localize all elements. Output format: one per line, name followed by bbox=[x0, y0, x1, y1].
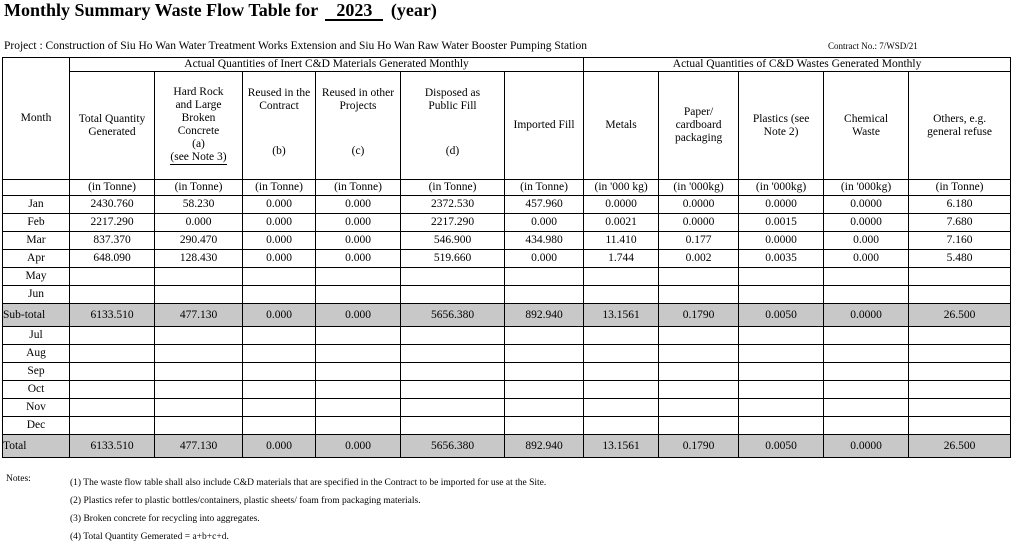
value-cell: 2372.530 bbox=[401, 196, 505, 214]
value-cell: 0.0000 bbox=[824, 435, 909, 458]
value-cell: 128.430 bbox=[155, 250, 243, 268]
value-cell bbox=[584, 381, 659, 399]
note-item: (3) Broken concrete for recycling into aggregates. bbox=[70, 514, 260, 524]
value-cell bbox=[824, 363, 909, 381]
value-cell bbox=[505, 345, 584, 363]
value-cell bbox=[659, 345, 739, 363]
value-cell: 0.0000 bbox=[659, 196, 739, 214]
project-line: Project : Construction of Siu Ho Wan Water Treatment Works Extension and Siu Ho Wan Raw Water Booster Pumping Station bbox=[4, 40, 588, 52]
waste-flow-table bbox=[2, 57, 1011, 458]
value-cell: 0.000 bbox=[316, 250, 401, 268]
value-cell: 5656.380 bbox=[401, 304, 505, 327]
value-cell bbox=[70, 327, 155, 345]
table-row bbox=[3, 214, 1011, 232]
value-cell: 0.000 bbox=[316, 214, 401, 232]
notes-list bbox=[70, 474, 546, 546]
value-cell bbox=[155, 345, 243, 363]
month-cell: Aug bbox=[3, 345, 70, 363]
table-row bbox=[3, 232, 1011, 250]
value-cell: 5.480 bbox=[909, 250, 1011, 268]
value-cell: 0.1790 bbox=[659, 304, 739, 327]
value-cell bbox=[909, 268, 1011, 286]
header-reused-other bbox=[316, 72, 401, 180]
header-letter-c: (c) bbox=[351, 145, 365, 157]
unit-cell: (in Tonne) bbox=[505, 180, 584, 196]
value-cell bbox=[584, 417, 659, 435]
value-cell: 0.0050 bbox=[739, 435, 824, 458]
value-cell: 0.0000 bbox=[739, 196, 824, 214]
value-cell: 6133.510 bbox=[70, 435, 155, 458]
header-reused-other-label: Reused in other Projects bbox=[321, 87, 395, 112]
value-cell bbox=[909, 286, 1011, 304]
value-cell: 2217.290 bbox=[401, 214, 505, 232]
value-cell: 0.177 bbox=[659, 232, 739, 250]
header-month: Month bbox=[3, 58, 70, 180]
table-row bbox=[3, 327, 1011, 345]
value-cell: 477.130 bbox=[155, 304, 243, 327]
value-cell bbox=[824, 399, 909, 417]
table-row bbox=[3, 250, 1011, 268]
value-cell bbox=[824, 327, 909, 345]
value-cell bbox=[316, 286, 401, 304]
value-cell bbox=[243, 327, 316, 345]
value-cell bbox=[316, 268, 401, 286]
unit-cell: (in '000 kg) bbox=[584, 180, 659, 196]
value-cell bbox=[155, 417, 243, 435]
value-cell bbox=[401, 399, 505, 417]
table-row bbox=[3, 363, 1011, 381]
value-cell bbox=[401, 268, 505, 286]
header-total: Total Quantity Generated bbox=[70, 72, 155, 180]
value-cell: 0.000 bbox=[316, 304, 401, 327]
value-cell bbox=[739, 286, 824, 304]
value-cell: 13.1561 bbox=[584, 304, 659, 327]
value-cell bbox=[909, 417, 1011, 435]
value-cell bbox=[401, 363, 505, 381]
value-cell bbox=[243, 381, 316, 399]
value-cell: 0.0000 bbox=[584, 196, 659, 214]
value-cell: 0.0000 bbox=[824, 196, 909, 214]
unit-cell-month bbox=[3, 180, 70, 196]
value-cell bbox=[316, 345, 401, 363]
value-cell: 519.660 bbox=[401, 250, 505, 268]
value-cell bbox=[739, 417, 824, 435]
value-cell: 0.000 bbox=[824, 250, 909, 268]
value-cell bbox=[401, 345, 505, 363]
value-cell: 837.370 bbox=[70, 232, 155, 250]
value-cell bbox=[70, 345, 155, 363]
value-cell: 11.410 bbox=[584, 232, 659, 250]
header-others: Others, e.g. general refuse bbox=[909, 72, 1011, 180]
value-cell: 0.000 bbox=[316, 435, 401, 458]
value-cell bbox=[739, 268, 824, 286]
value-cell bbox=[401, 417, 505, 435]
value-cell bbox=[70, 363, 155, 381]
summary-row bbox=[3, 304, 1011, 327]
note-item: (4) Total Quantity Gemerated = a+b+c+d. bbox=[70, 532, 229, 542]
group-inert: Actual Quantities of Inert C&D Materials Generated Monthly bbox=[70, 58, 584, 72]
month-cell: Mar bbox=[3, 232, 70, 250]
note-item: (1) The waste flow table shall also include C&D materials that are specified in the Contract to be imported for use at the Site. bbox=[70, 478, 547, 488]
contract-number: Contract No.: 7/WSD/21 bbox=[828, 41, 918, 51]
header-chemical: Chemical Waste bbox=[824, 72, 909, 180]
value-cell: 0.0000 bbox=[659, 214, 739, 232]
header-metals: Metals bbox=[584, 72, 659, 180]
value-cell: 5656.380 bbox=[401, 435, 505, 458]
table-row bbox=[3, 286, 1011, 304]
header-hardrock-line: Broken bbox=[181, 112, 216, 124]
notes-label: Notes: bbox=[6, 474, 31, 484]
value-cell bbox=[70, 417, 155, 435]
group-header-row bbox=[3, 58, 1011, 72]
value-cell bbox=[584, 286, 659, 304]
header-disposed-label: Disposed as Public Fill bbox=[424, 87, 481, 112]
header-letter-d: (d) bbox=[445, 145, 460, 157]
value-cell: 1.744 bbox=[584, 250, 659, 268]
value-cell: 892.940 bbox=[505, 304, 584, 327]
value-cell bbox=[505, 268, 584, 286]
value-cell bbox=[909, 399, 1011, 417]
unit-cell: (in '000kg) bbox=[824, 180, 909, 196]
month-cell: Total bbox=[3, 435, 70, 458]
month-cell: Dec bbox=[3, 417, 70, 435]
header-hardrock-line: Concrete bbox=[177, 125, 220, 137]
value-cell: 0.0015 bbox=[739, 214, 824, 232]
unit-cell: (in '000kg) bbox=[659, 180, 739, 196]
value-cell: 290.470 bbox=[155, 232, 243, 250]
value-cell: 0.000 bbox=[243, 196, 316, 214]
value-cell bbox=[824, 381, 909, 399]
value-cell bbox=[909, 345, 1011, 363]
month-cell: Jan bbox=[3, 196, 70, 214]
value-cell bbox=[505, 399, 584, 417]
units-row bbox=[3, 180, 1011, 196]
table-row bbox=[3, 417, 1011, 435]
value-cell bbox=[401, 381, 505, 399]
value-cell bbox=[70, 268, 155, 286]
value-cell bbox=[824, 417, 909, 435]
value-cell: 0.0035 bbox=[739, 250, 824, 268]
month-cell: Feb bbox=[3, 214, 70, 232]
value-cell: 0.0050 bbox=[739, 304, 824, 327]
table-row bbox=[3, 268, 1011, 286]
value-cell bbox=[659, 381, 739, 399]
value-cell bbox=[909, 363, 1011, 381]
month-cell: Jul bbox=[3, 327, 70, 345]
value-cell bbox=[316, 363, 401, 381]
value-cell: 0.000 bbox=[243, 214, 316, 232]
value-cell bbox=[401, 286, 505, 304]
summary-row bbox=[3, 435, 1011, 458]
value-cell bbox=[584, 399, 659, 417]
value-cell bbox=[155, 327, 243, 345]
value-cell: 0.0000 bbox=[824, 214, 909, 232]
value-cell: 0.0021 bbox=[584, 214, 659, 232]
value-cell bbox=[824, 345, 909, 363]
unit-cell: (in Tonne) bbox=[243, 180, 316, 196]
value-cell bbox=[584, 363, 659, 381]
value-cell bbox=[70, 286, 155, 304]
unit-cell: (in Tonne) bbox=[401, 180, 505, 196]
value-cell bbox=[505, 381, 584, 399]
header-paper: Paper/ cardboard packaging bbox=[659, 72, 739, 180]
value-cell: 546.900 bbox=[401, 232, 505, 250]
value-cell bbox=[739, 381, 824, 399]
value-cell bbox=[155, 363, 243, 381]
header-reused-contract bbox=[243, 72, 316, 180]
value-cell: 648.090 bbox=[70, 250, 155, 268]
value-cell bbox=[659, 399, 739, 417]
note-item: (2) Plastics refer to plastic bottles/containers, plastic sheets/ foam from packaging materials. bbox=[70, 496, 421, 506]
value-cell bbox=[155, 268, 243, 286]
value-cell: 0.000 bbox=[316, 196, 401, 214]
value-cell: 6.180 bbox=[909, 196, 1011, 214]
value-cell: 0.000 bbox=[243, 250, 316, 268]
value-cell bbox=[155, 381, 243, 399]
value-cell: 0.000 bbox=[316, 232, 401, 250]
value-cell bbox=[739, 399, 824, 417]
title-suffix: (year) bbox=[390, 0, 437, 20]
value-cell: 0.1790 bbox=[659, 435, 739, 458]
header-letter-b: (b) bbox=[272, 145, 286, 157]
value-cell: 0.000 bbox=[243, 435, 316, 458]
title-prefix: Monthly Summary Waste Flow Table for bbox=[4, 0, 318, 20]
value-cell bbox=[739, 327, 824, 345]
value-cell: 477.130 bbox=[155, 435, 243, 458]
value-cell bbox=[243, 268, 316, 286]
value-cell: 0.000 bbox=[243, 304, 316, 327]
value-cell bbox=[316, 417, 401, 435]
title-year: 2023 bbox=[325, 2, 383, 21]
value-cell bbox=[659, 286, 739, 304]
month-cell: Nov bbox=[3, 399, 70, 417]
value-cell: 0.000 bbox=[505, 214, 584, 232]
header-reused-contract-label: Reused in the Contract bbox=[247, 87, 311, 112]
group-waste: Actual Quantities of C&D Wastes Generated Monthly bbox=[584, 58, 1011, 72]
month-cell: Oct bbox=[3, 381, 70, 399]
header-hardrock bbox=[155, 72, 243, 180]
value-cell: 0.0000 bbox=[739, 232, 824, 250]
unit-cell: (in Tonne) bbox=[909, 180, 1011, 196]
value-cell bbox=[155, 399, 243, 417]
header-imported: Imported Fill bbox=[505, 72, 584, 180]
month-cell: Sep bbox=[3, 363, 70, 381]
table-row bbox=[3, 381, 1011, 399]
value-cell bbox=[739, 345, 824, 363]
value-cell: 58.230 bbox=[155, 196, 243, 214]
value-cell: 0.0000 bbox=[824, 304, 909, 327]
value-cell: 0.000 bbox=[243, 232, 316, 250]
value-cell: 0.002 bbox=[659, 250, 739, 268]
header-disposed bbox=[401, 72, 505, 180]
value-cell bbox=[316, 399, 401, 417]
unit-cell: (in '000kg) bbox=[739, 180, 824, 196]
value-cell bbox=[505, 417, 584, 435]
value-cell: 457.960 bbox=[505, 196, 584, 214]
header-hardrock-line: (a) bbox=[192, 138, 205, 150]
value-cell: 434.980 bbox=[505, 232, 584, 250]
value-cell bbox=[155, 286, 243, 304]
value-cell bbox=[243, 345, 316, 363]
value-cell bbox=[824, 268, 909, 286]
value-cell bbox=[659, 268, 739, 286]
value-cell bbox=[505, 286, 584, 304]
value-cell bbox=[505, 363, 584, 381]
value-cell bbox=[584, 268, 659, 286]
value-cell: 26.500 bbox=[909, 304, 1011, 327]
unit-cell: (in Tonne) bbox=[155, 180, 243, 196]
value-cell bbox=[505, 327, 584, 345]
table-row bbox=[3, 345, 1011, 363]
value-cell bbox=[659, 417, 739, 435]
value-cell bbox=[659, 327, 739, 345]
month-cell: Jun bbox=[3, 286, 70, 304]
value-cell bbox=[584, 345, 659, 363]
value-cell bbox=[70, 381, 155, 399]
value-cell bbox=[824, 286, 909, 304]
value-cell: 26.500 bbox=[909, 435, 1011, 458]
value-cell: 2430.760 bbox=[70, 196, 155, 214]
value-cell bbox=[243, 399, 316, 417]
value-cell: 6133.510 bbox=[70, 304, 155, 327]
header-hardrock-line: and Large bbox=[175, 99, 222, 111]
value-cell bbox=[243, 417, 316, 435]
month-cell: May bbox=[3, 268, 70, 286]
value-cell: 2217.290 bbox=[70, 214, 155, 232]
value-cell bbox=[316, 381, 401, 399]
value-cell bbox=[909, 381, 1011, 399]
value-cell: 13.1561 bbox=[584, 435, 659, 458]
value-cell bbox=[659, 363, 739, 381]
value-cell: 892.940 bbox=[505, 435, 584, 458]
header-hardrock-line: (see Note 3) bbox=[170, 151, 227, 163]
value-cell bbox=[243, 363, 316, 381]
table-row bbox=[3, 196, 1011, 214]
value-cell: 7.160 bbox=[909, 232, 1011, 250]
value-cell bbox=[739, 363, 824, 381]
value-cell: 0.000 bbox=[824, 232, 909, 250]
value-cell: 0.000 bbox=[155, 214, 243, 232]
month-cell: Sub-total bbox=[3, 304, 70, 327]
value-cell bbox=[243, 286, 316, 304]
value-cell: 7.680 bbox=[909, 214, 1011, 232]
value-cell bbox=[70, 399, 155, 417]
header-plastics: Plastics (see Note 2) bbox=[739, 72, 824, 180]
table-row bbox=[3, 399, 1011, 417]
value-cell bbox=[316, 327, 401, 345]
unit-cell: (in Tonne) bbox=[316, 180, 401, 196]
column-header-row bbox=[3, 72, 1011, 180]
value-cell bbox=[401, 327, 505, 345]
month-cell: Apr bbox=[3, 250, 70, 268]
unit-cell: (in Tonne) bbox=[70, 180, 155, 196]
header-hardrock-line: Hard Rock bbox=[173, 86, 224, 98]
value-cell bbox=[584, 327, 659, 345]
value-cell: 0.000 bbox=[505, 250, 584, 268]
value-cell bbox=[909, 327, 1011, 345]
page-title bbox=[4, 0, 437, 21]
